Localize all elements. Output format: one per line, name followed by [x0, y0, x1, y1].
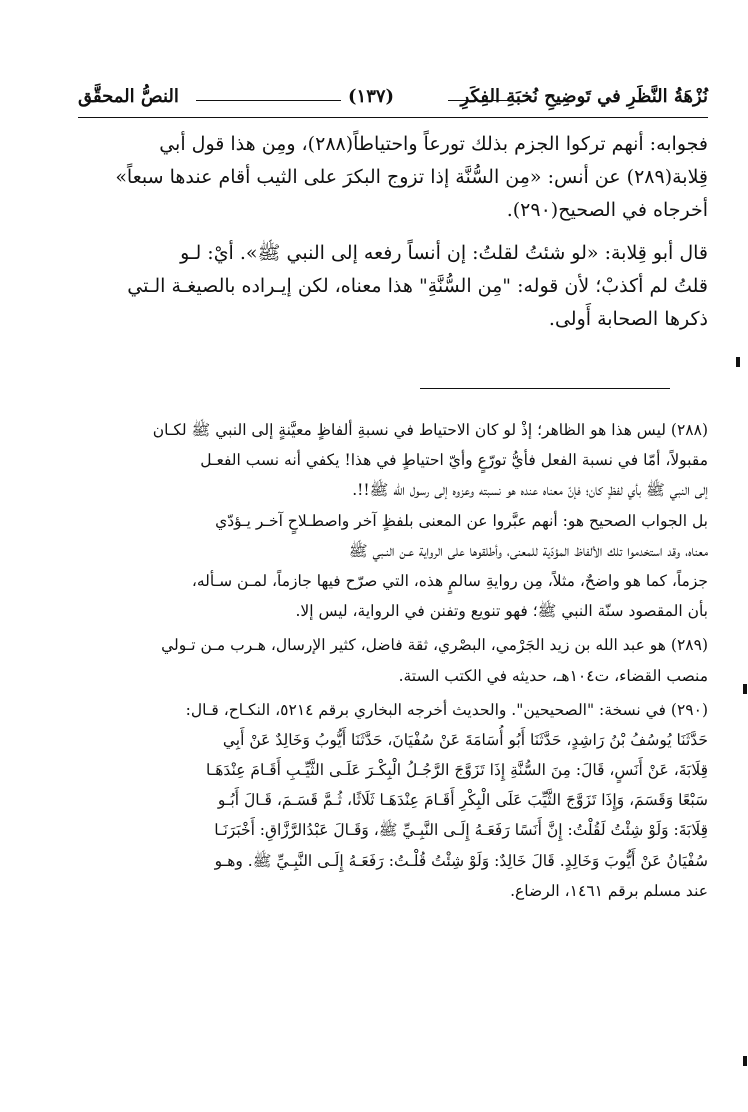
footnote-290	[70, 695, 708, 906]
main-line: قلتُ لم أكذبْ؛ لأن قوله: "مِن السُّنَّةِ" هذا معناه، لكن إيـراده بالصيغـة الـتي	[127, 275, 708, 297]
footnote-289	[70, 630, 708, 690]
header-dash-right	[448, 100, 528, 101]
footnote-line: جزماً، كما هو واضحٌ، مثلاً، مِن روايةِ سالمٍ هذه، التي صرّح فيها جازماً، لمـن سـأله،	[191, 571, 708, 590]
footnote-line: قِلَابَةَ: وَلَوْ شِئْتُ لَقُلْتُ: إِنَّ أَنَسًا رَفَعَـهُ إِلَـى النَّبِـيِّ ﷺ، وَقَـالَ عَبْدُالرَّزَّاقِ: أَخْبَرَنَـا	[214, 821, 708, 840]
header-page-number: (١٣٧)	[348, 86, 395, 107]
footnote-line: إلى النبي ﷺ بأي لفظٍ كان؛ فإنّ معناه عنده هو نسبته وعزوه إلى رسول الله ﷺ!!.	[352, 481, 708, 500]
footnote-line: حَدَّثَنَا يُوسُفُ بْنُ رَاشِدٍ، حَدَّثَنَا أَبُو أُسَامَةَ عَنْ سُفْيَانَ، حَدَّثَنَا أَيُّوبُ وَخَالِدٌ عَنْ أَبِي	[222, 730, 708, 749]
main-line: أخرجاه في الصحيح(٢٩٠).	[506, 199, 708, 221]
footnote-line: عند مسلم برقم ١٤٦١، الرضاع.	[510, 881, 708, 900]
footnote-line: بل الجواب الصحيح هو: أنهم عبَّروا عن المعنى بلفظٍ آخر واصطـلاحٍ آخـر يـؤدّي	[215, 511, 708, 530]
footnotes	[70, 415, 708, 906]
footnote-line: (٢٨٨) ليس هذا هو الظاهر؛ إذْ لو كان الاحتياط في نسبةِ ألفاظٍ معيَّنةٍ إلى النبي ﷺ لكـان	[152, 421, 708, 439]
footnote-line: منصب القضاء، ت١٠٤هـ، حديثه في الكتب الستة.	[398, 666, 708, 685]
footnote-line: (٢٨٩) هو عبد الله بن زيد الجَرْمي، البصْري، ثقة فاضل، كثير الإرسال، هـرب مـن تـولي	[161, 636, 708, 655]
header-rule	[78, 117, 708, 118]
footnote-line: بأن المقصود سنّة النبي ﷺ؛ فهو تنويع وتفنن في الرواية، ليس إلا.	[295, 602, 708, 621]
main-line: ذكرها الصحابة أَولى.	[548, 308, 708, 330]
footnote-separator	[420, 388, 670, 389]
main-line: فجوابه: أنهم تركوا الجزم بذلك تورعاً واحتياطاً(٢٨٨)، ومِن هذا قول أبي	[159, 133, 708, 155]
header-section-title: النصُّ المحقَّق	[78, 86, 179, 107]
paragraph-gap	[78, 227, 708, 237]
footnote-line: سُفْيَانُ عَنْ أَيُّوبَ وَخَالِدٍ. قَالَ خَالِدٌ: وَلَوْ شِئْتُ قُلْـتُ: رَفَعَـهُ إِلَـى النَّبِـيِّ ﷺ. وهـو	[214, 851, 708, 870]
header-dash-left	[196, 100, 341, 101]
footnote-line: مقبولاً، أمّا في نسبة الفعل فأيُّ تورّعٍ وأيّ احتياطٍ في هذا! يكفي أنه نسب الفعـل	[200, 451, 708, 470]
header-book-title: نُزْهَةُ النَّظَرِ في تَوضِيحِ نُخبَةِ الفِكَرِ	[460, 86, 708, 107]
footnote-line: (٢٩٠) في نسخة: "الصحيحين". والحديث أخرجه البخاري برقم ٥٢١٤، النكـاح، قـال:	[185, 700, 708, 719]
footnote-line: قِلَابَةَ، عَنْ أَنَسٍ، قَالَ: مِنَ السُّنَّةِ إِذَا تَزَوَّجَ الرَّجُـلُ الْبِكْـرَ عَلَـى الثَّيِّـبِ أَقَـامَ عِنْدَهَـا	[205, 761, 708, 780]
footnote-line: معناه، وقد استخدموا تلك الألفاظ المؤدّية للمعنى، وأطلقوها على الرواية عـن النـبي ﷺ	[348, 541, 708, 560]
main-line: قال أبو قِلابة: «لو شئتُ لقلتُ: إن أنساً رفعه إلى النبي ﷺ». أيْ: لـو	[180, 242, 708, 264]
footnote-line: سَبْعًا وَقَسَمَ، وَإِذَا تَزَوَّجَ الثَّيِّبَ عَلَى الْبِكْرِ أَقَـامَ عِنْدَهَـا ثَلَاثًا، ثُـمَّ قَسَـمَ، قَـالَ أَبُـو	[217, 791, 708, 810]
margin-mark	[743, 1056, 747, 1066]
main-text	[78, 128, 708, 336]
footnote-288	[70, 415, 708, 626]
margin-mark	[736, 357, 740, 367]
main-line: قِلابة(٢٨٩) عن أنس: «مِن السُّنَّة إذا تزوج البكرَ على الثيب أقام عندها سبعاً»	[115, 166, 708, 188]
running-header	[78, 84, 708, 118]
margin-mark	[743, 684, 747, 694]
